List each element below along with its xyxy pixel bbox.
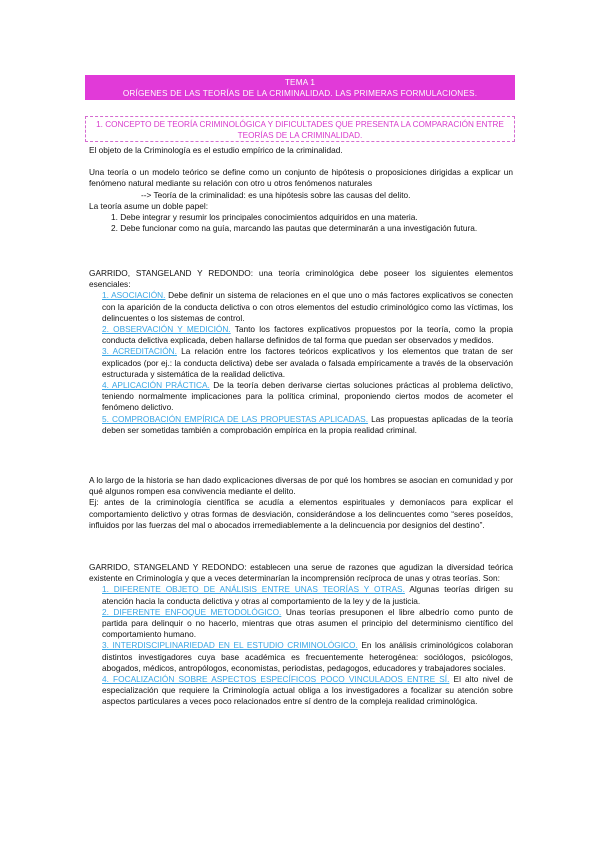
section-heading-text: 1. CONCEPTO DE TEORÍA CRIMINOLÓGICA Y DIFICULTADES QUE PRESENTA LA COMPARACIÓN ENTRE TEORÍAS DE LA CRIMINALIDAD. <box>96 120 504 140</box>
razones-block <box>89 562 513 708</box>
section-heading <box>85 116 515 142</box>
papel-1: 1. Debe integrar y resumir los principales conocimientos adquiridos en una materia. <box>111 212 418 223</box>
list-item <box>102 414 513 436</box>
topic-number: TEMA 1 <box>284 78 316 87</box>
historia-paragraph-1: A lo largo de la historia se han dado explicaciones diversas de por qué los hombres se asocian en comunidad y por qué algunos rompen esa convivencia mediante el delito. <box>89 475 513 497</box>
historia-block <box>89 475 513 531</box>
list-item <box>102 674 513 708</box>
item-text: Algunas teorías dirigen su atención hacia la conducta delictiva y otras al comportamiento de la ley y de la justicia. <box>102 584 513 606</box>
elementos-block <box>89 268 513 436</box>
item-text: De la teoría deben derivarse ciertas soluciones prácticas al problema delictivo, teniendo normalmente implicaciones para la política criminal, proponiendo ciertos modos de acometer el fenómeno delictivo. <box>102 380 514 413</box>
intro-block <box>89 145 513 234</box>
item-link[interactable]: 5. COMPROBACIÓN EMPÍRICA DE LAS PROPUESTAS APLICADAS. <box>102 413 369 424</box>
list-item <box>102 380 513 414</box>
item-link[interactable]: 2. OBSERVACIÓN Y MEDICIÓN. <box>102 324 231 335</box>
teoria-paragraph: Una teoría o un modelo teórico se define como un conjunto de hipótesis o proposiciones dirigidas a explicar un fenómeno natural mediante su relación con otro u otros fenómenos naturales <box>89 167 513 189</box>
item-link[interactable]: 4. APLICACIÓN PRÁCTICA. <box>102 380 210 391</box>
topic-header <box>85 75 515 100</box>
item-text: Debe definir un sistema de relaciones en el que uno o más factores explicativos se conecten con la aparición de la conducta delictiva o con otros elementos del estudio criminológico como las víctimas, los delincuentes o los sistemas de control. <box>102 290 513 323</box>
historia-paragraph-2: Ej: antes de la criminología científica se acudía a elementos espirituales y demoníacos para explicar el comportamiento delictivo y otras formas de desviación, considerándose a los delincuentes como “seres poseídos, influidos por las fuerzas del mal o abocados irremediablemente a la delincuencia por designios del destino”. <box>89 497 513 530</box>
item-text: En los análisis criminológicos colaboran distintos investigadores cuya base académica es frecuentemente heterogénea: sociólogos, psicólogos, abogados, médicos, antropólogos, economistas, periodistas, pedagogos, educadores y trabajadores sociales. <box>102 640 513 673</box>
item-link[interactable]: 2. DIFERENTE ENFOQUE METODOLÓGICO. <box>102 606 282 617</box>
item-link[interactable]: 1. ASOCIACIÓN. <box>102 290 166 301</box>
papel-2: 2. Debe funcionar como na guía, marcando las pautas que determinarán a una investigación futura. <box>111 223 478 234</box>
list-item <box>102 346 513 380</box>
razones-intro: GARRIDO, STANGELAND Y REDONDO: establecen una serue de razones que agudizan la diversidad teórica existente en Criminología y que a veces determinarían la incomprensión recíproca de unas y otras teorías. Son: <box>89 562 513 584</box>
teoria-criminalidad-line: --> Teoría de la criminalidad: es una hipótesis sobre las causas del delito. <box>141 189 411 200</box>
doble-papel-line: La teoría asume un doble papel: <box>89 200 209 211</box>
elementos-intro: GARRIDO, STANGELAND Y REDONDO: una teoría criminológica debe poseer los siguientes elementos esenciales: <box>89 268 513 290</box>
razones-list <box>89 584 513 707</box>
item-text: La relación entre los factores teóricos explicativos y los elementos que tratan de ser explicados (por ej.: la conducta delictiva) debe ser avalada o falsada empíricamente a través de la observación estructurada y sistemática de la realidad delictiva. <box>102 346 513 379</box>
item-text: El alto nivel de especialización que requiere la Criminología actual obliga a los investigadores a focalizar su atención sobre aspectos particulares a veces poco relacionados entre sí dentro de la compleja realidad criminológica. <box>102 674 513 707</box>
item-text: Unas teorías presuponen el libre albedrío como punto de partida para delinquir o no hacerlo, mientras que otras asumen el principio del determinismo científico del comportamiento humano. <box>102 606 513 640</box>
list-item <box>102 290 513 324</box>
item-text: Tanto los factores explicativos propuestos por la teoría, como la propia conducta delictiva explicada, deben hallarse definidos de tal forma que puedan ser observados y medidos. <box>102 324 514 346</box>
list-item <box>102 324 513 346</box>
item-link[interactable]: 3. INTERDISCIPLINARIEDAD EN EL ESTUDIO CRIMINOLÓGICO. <box>102 640 358 651</box>
topic-title: ORÍGENES DE LAS TEORÍAS DE LA CRIMINALIDAD. LAS PRIMERAS FORMULACIONES. <box>122 89 478 98</box>
list-item <box>102 640 513 674</box>
item-text: Las propuestas aplicadas de la teoría deben ser sometidas también a comprobación empírica en la propia realidad criminal. <box>102 413 513 435</box>
item-link[interactable]: 4. FOCALIZACIÓN SOBRE ASPECTOS ESPECÍFICOS POCO VINCULADOS ENTRE SÍ. <box>102 674 450 685</box>
list-item <box>102 607 513 641</box>
item-link[interactable]: 1. DIFERENTE OBJETO DE ANÁLISIS ENTRE UNAS TEORÍAS Y OTRAS. <box>102 584 405 595</box>
object-paragraph: El objeto de la Criminología es el estudio empírico de la criminalidad. <box>89 145 343 155</box>
item-link[interactable]: 3. ACREDITACIÓN. <box>102 346 177 357</box>
elementos-list <box>89 290 513 436</box>
list-item <box>102 584 513 606</box>
